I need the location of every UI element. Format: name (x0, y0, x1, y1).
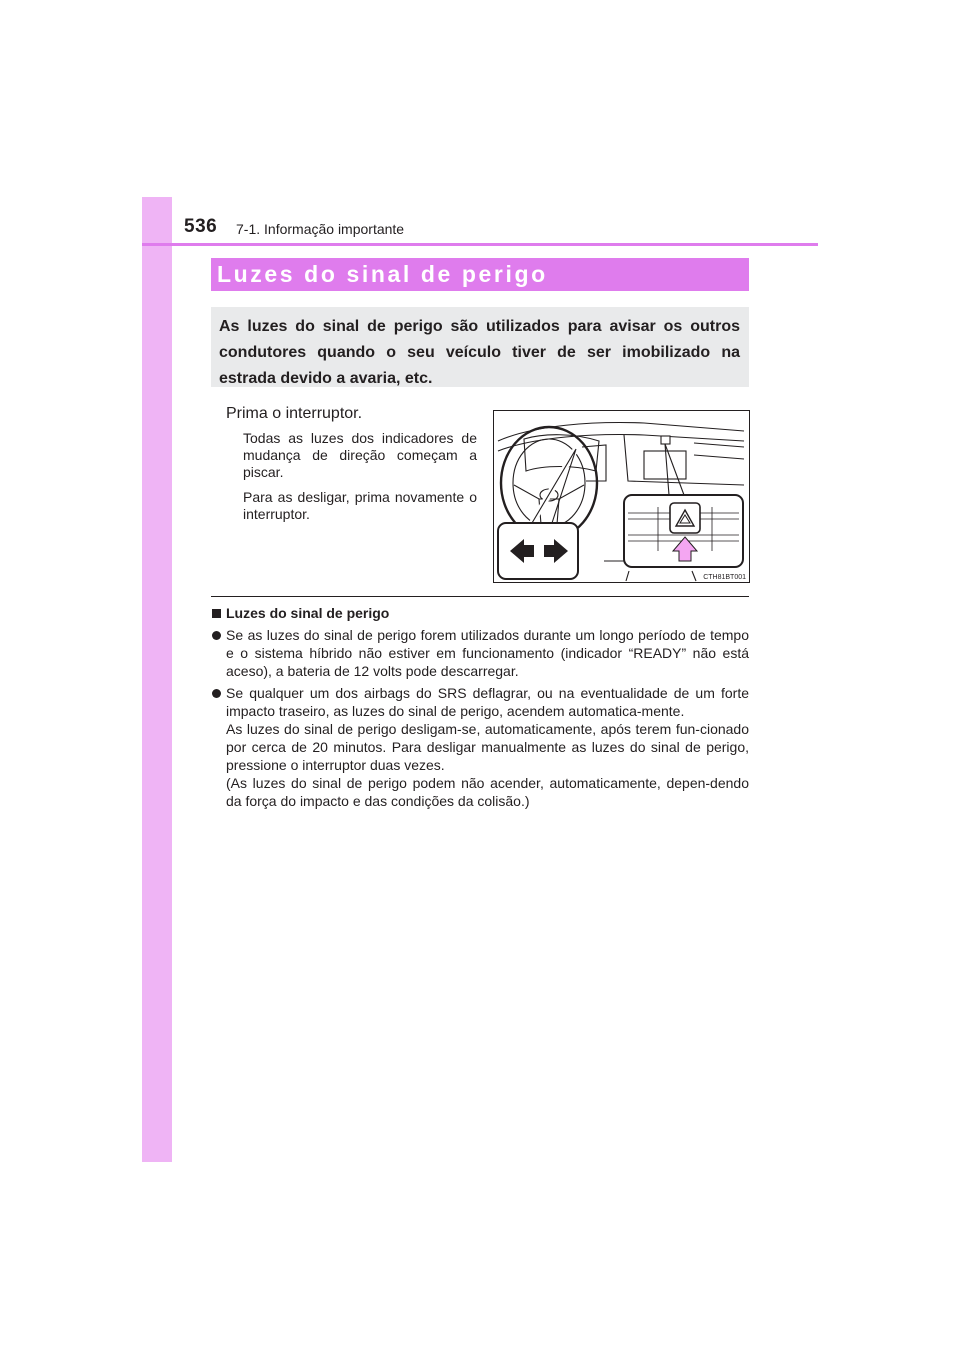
page-number: 536 (184, 216, 218, 237)
note-item (211, 626, 749, 680)
note-text: Se as luzes do sinal de perigo forem utilizados durante um longo período de tempo e o sistema híbrido não estiver em funcionamento (indicador “READY” não está aceso), a bateria de 12 volts pode descarregar. (226, 627, 749, 679)
figure-code: CTH81BT001 (703, 574, 746, 581)
square-bullet-icon (212, 609, 221, 618)
dashboard-drawing (494, 411, 749, 582)
header-rule (142, 243, 818, 246)
round-bullet-icon (212, 689, 221, 698)
step-paragraph: Para as desligar, prima novamente o interruptor. (243, 489, 477, 522)
note-extra: (As luzes do sinal de perigo podem não acender, automaticamente, depen-dendo da força do impacto e das condições da colisão.) (226, 775, 749, 809)
chapter-side-bar (142, 197, 172, 1162)
notes-section (211, 604, 749, 810)
note-item (211, 684, 749, 810)
dashboard-illustration (493, 410, 750, 583)
step-paragraph: Todas as luzes dos indicadores de mudança de direção começam a piscar. (243, 430, 477, 480)
hazard-switch (670, 503, 700, 533)
intro-box: As luzes do sinal de perigo são utilizados para avisar os outros condutores quando o seu veículo tiver de ser imobilizado na estrada devido a avaria, etc. (211, 307, 749, 387)
breadcrumb: 7-1. Informação importante (236, 221, 405, 237)
note-extra: As luzes do sinal de perigo desligam-se, automaticamente, após terem fun-cionado por cerca de 20 minutos. Para desligar manualmente as luzes do sinal de perigo, pressione o interruptor duas vezes. (226, 721, 749, 773)
notes-heading-text: Luzes do sinal de perigo (226, 605, 390, 621)
notes-heading (211, 604, 749, 622)
step-title: Prima o interruptor. (226, 405, 363, 422)
section-title: Luzes do sinal de perigo (211, 258, 749, 291)
round-bullet-icon (212, 631, 221, 640)
note-text: Se qualquer um dos airbags do SRS deflagrar, ou na eventualidade de um forte impacto traseiro, as luzes do sinal de perigo, acendem automatica-mente. (226, 685, 749, 719)
step-body (243, 430, 477, 531)
section-rule (211, 596, 749, 597)
